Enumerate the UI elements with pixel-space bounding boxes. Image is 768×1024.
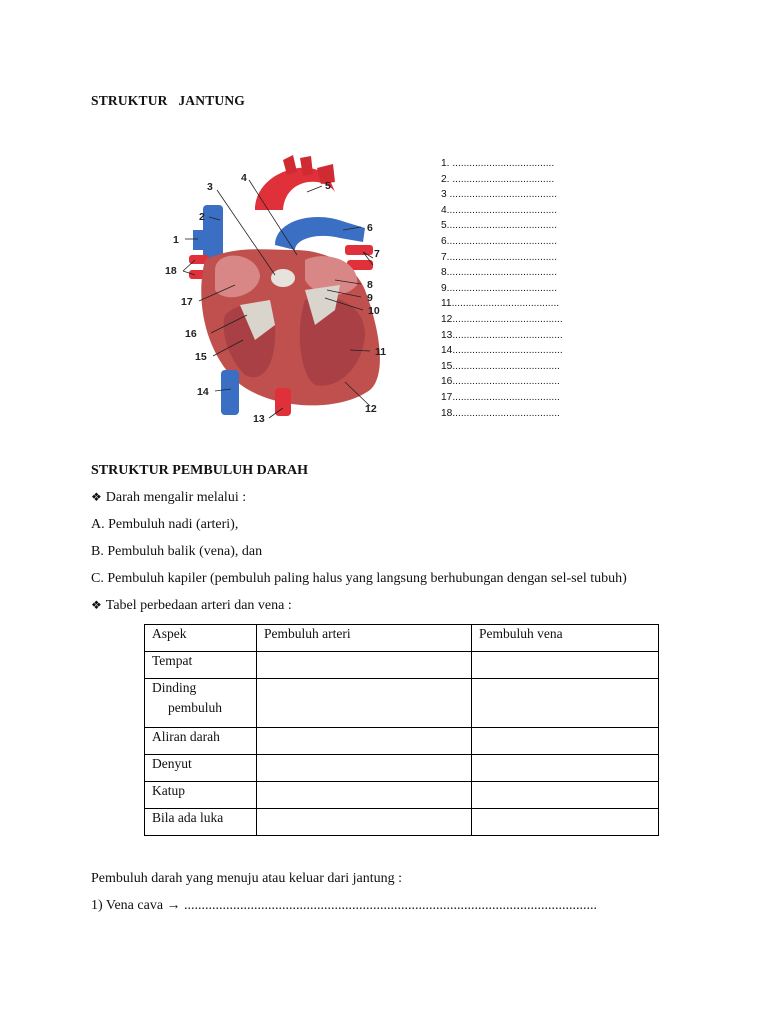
heart-label-11: 11	[375, 346, 387, 358]
heart-label-7: 7	[374, 248, 380, 260]
answer-line: 5.......................................	[441, 220, 558, 232]
table-row-label	[145, 679, 257, 728]
heart-label-6: 6	[367, 222, 373, 234]
heart-label-12: 12	[365, 403, 377, 415]
heart-label-8: 8	[367, 279, 373, 291]
heart-diagram	[165, 150, 400, 430]
table-cell-blank[interactable]	[257, 679, 472, 728]
list-item-a: A. Pembuluh nadi (arteri),	[91, 517, 239, 532]
table-header-row	[145, 625, 659, 652]
bullet-text: Tabel perbedaan arteri dan vena :	[105, 598, 292, 613]
heart-label-18: 18	[165, 265, 177, 277]
row-label-line2: pembuluh	[168, 700, 222, 715]
table-row	[145, 755, 659, 782]
table-header-cell: Aspek	[145, 625, 257, 652]
answer-line: 8.......................................	[441, 267, 558, 279]
answer-line: 6.......................................	[441, 235, 558, 247]
vein-branch	[193, 230, 209, 250]
table-row-label: Denyut	[145, 755, 257, 782]
answer-line: 3 ......................................	[441, 189, 558, 201]
answer-line: 1. ....................................	[441, 158, 555, 169]
answer-line: 9.......................................	[441, 282, 558, 294]
table-row	[145, 679, 659, 728]
table-row-label: Katup	[145, 782, 257, 809]
heart-label-15: 15	[195, 351, 207, 363]
table-cell-blank[interactable]	[257, 652, 472, 679]
heart-illustration	[165, 150, 400, 430]
table-header-cell: Pembuluh arteri	[257, 625, 472, 652]
table-row-label: Bila ada luka	[145, 809, 257, 836]
page-title: STRUKTUR JANTUNG	[91, 93, 245, 108]
list-item-c: C. Pembuluh kapiler (pembuluh paling halus yang langsung berhubungan dengan sel-sel tubuh)	[91, 571, 627, 586]
answer-line: 11......................................	[441, 298, 560, 310]
diamond-bullet-icon: ❖	[91, 490, 102, 504]
answer-line: 4.......................................	[441, 204, 558, 216]
answer-line: 14.......................................	[441, 345, 563, 357]
footer-item-1: 1) Vena cava → ......................................................................................................................	[91, 898, 598, 913]
answer-line: 18......................................	[441, 407, 560, 419]
table-cell-blank[interactable]	[257, 782, 472, 809]
heart-label-3: 3	[207, 181, 213, 193]
heart-label-14: 14	[197, 386, 209, 398]
footer-text: Pembuluh darah yang menuju atau keluar dari jantung :	[91, 871, 403, 886]
answer-line: 17......................................	[441, 391, 560, 403]
answer-line: 16......................................	[441, 376, 560, 388]
section-title: STRUKTUR PEMBULUH DARAH	[91, 463, 309, 478]
diamond-bullet-icon: ❖	[91, 598, 102, 612]
table-cell-blank[interactable]	[472, 652, 659, 679]
bullet-text: Darah mengalir melalui :	[105, 490, 247, 505]
answer-line: 15......................................	[441, 360, 560, 372]
table-row	[145, 728, 659, 755]
table-row-label: Tempat	[145, 652, 257, 679]
bullet-line	[91, 490, 246, 506]
answer-line: 2. ....................................	[441, 173, 555, 185]
heart-label-17: 17	[181, 296, 193, 308]
bullet-line	[91, 598, 292, 614]
heart-label-13: 13	[253, 413, 265, 425]
inferior-vena-cava	[221, 370, 239, 415]
artery-vein-table	[144, 624, 659, 836]
table-header-cell: Pembuluh vena	[472, 625, 659, 652]
table-row	[145, 809, 659, 836]
table-cell-blank[interactable]	[257, 755, 472, 782]
table-row-label: Aliran darah	[145, 728, 257, 755]
heart-label-16: 16	[185, 328, 197, 340]
heart-label-4: 4	[241, 172, 247, 184]
answer-line: 12.......................................	[441, 313, 563, 325]
table-cell-blank[interactable]	[472, 782, 659, 809]
heart-label-9: 9	[367, 292, 373, 304]
table-cell-blank[interactable]	[472, 679, 659, 728]
table-cell-blank[interactable]	[472, 755, 659, 782]
answer-line: 7.......................................	[441, 251, 558, 263]
heart-label-1: 1	[173, 234, 179, 246]
pulmonary-vein	[345, 245, 373, 255]
table-cell-blank[interactable]	[257, 728, 472, 755]
table-row	[145, 782, 659, 809]
numbered-answer-list	[441, 156, 563, 421]
heart-label-10: 10	[368, 305, 380, 317]
heart-label-2: 2	[199, 211, 205, 223]
table-cell-blank[interactable]	[257, 809, 472, 836]
aortic-valve	[271, 269, 295, 287]
table-cell-blank[interactable]	[472, 809, 659, 836]
answer-line: 13.......................................	[441, 329, 563, 341]
heart-label-5: 5	[325, 180, 331, 192]
row-label-line1: Dinding	[152, 680, 197, 695]
list-item-b: B. Pembuluh balik (vena), dan	[91, 544, 263, 559]
table-row	[145, 652, 659, 679]
table-cell-blank[interactable]	[472, 728, 659, 755]
